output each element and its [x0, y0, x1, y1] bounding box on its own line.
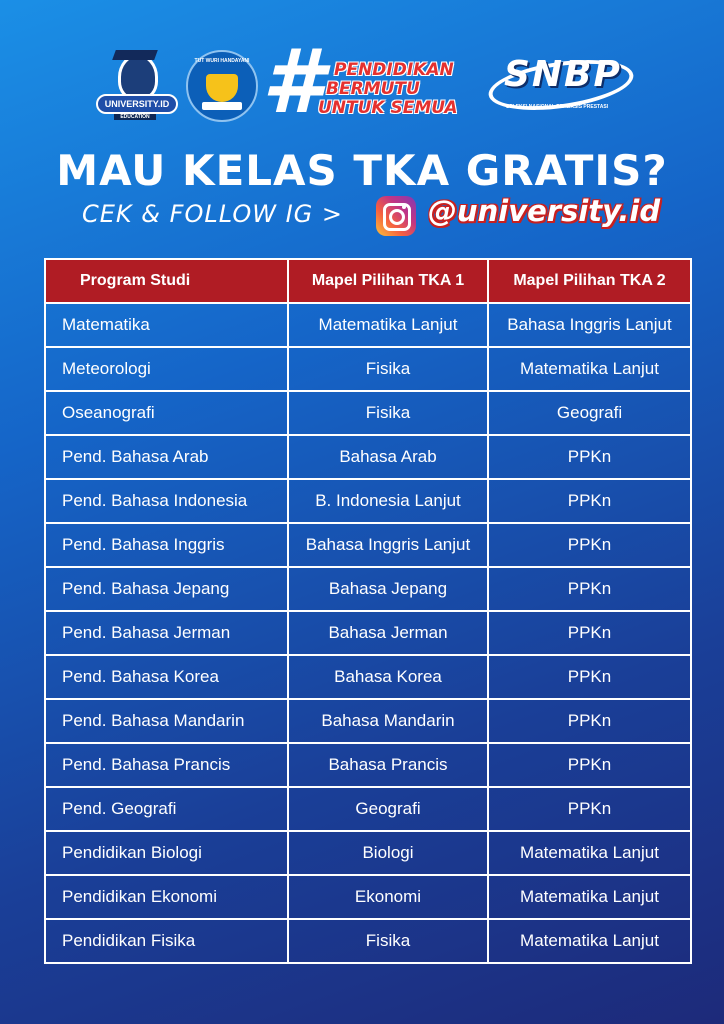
- cell-program-studi: Matematika: [45, 303, 288, 347]
- cell-mapel-2: PPKn: [488, 567, 691, 611]
- tut-wuri-text: TUT WURI HANDAYANI: [194, 58, 250, 64]
- table-row: [45, 743, 691, 787]
- table-row: [45, 699, 691, 743]
- snbp-logo: [488, 54, 630, 116]
- cell-mapel-1: Matematika Lanjut: [288, 303, 488, 347]
- follow-text: CEK & FOLLOW IG >: [82, 200, 343, 228]
- cell-mapel-1: Fisika: [288, 391, 488, 435]
- cell-mapel-2: PPKn: [488, 743, 691, 787]
- hashtag-line-2: BERMUTU: [326, 79, 420, 99]
- instagram-icon[interactable]: [376, 196, 416, 236]
- table-row: [45, 567, 691, 611]
- instagram-handle-link[interactable]: @university.id: [428, 194, 661, 228]
- table-row: [45, 391, 691, 435]
- cell-program-studi: Pend. Bahasa Inggris: [45, 523, 288, 567]
- cell-mapel-2: PPKn: [488, 523, 691, 567]
- cell-mapel-2: PPKn: [488, 435, 691, 479]
- cell-mapel-1: Bahasa Arab: [288, 435, 488, 479]
- table-row: [45, 347, 691, 391]
- hashtag-line-1: PENDIDIKAN: [334, 60, 454, 80]
- hashtag-symbol: #: [262, 30, 324, 133]
- cell-program-studi: Pend. Geografi: [45, 787, 288, 831]
- instagram-lens-shape: [389, 209, 405, 225]
- table-row: [45, 875, 691, 919]
- cell-mapel-1: Fisika: [288, 919, 488, 963]
- table-header-row: [45, 259, 691, 303]
- pendidikan-bermutu-logo: [262, 30, 488, 133]
- table-row: [45, 787, 691, 831]
- table-row: [45, 479, 691, 523]
- table-row: [45, 435, 691, 479]
- cell-program-studi: Pend. Bahasa Korea: [45, 655, 288, 699]
- emblem-icon: [206, 74, 238, 102]
- cell-mapel-2: Bahasa Inggris Lanjut: [488, 303, 691, 347]
- cell-program-studi: Meteorologi: [45, 347, 288, 391]
- table-row: [45, 831, 691, 875]
- book-icon: [202, 102, 242, 110]
- cell-mapel-2: PPKn: [488, 611, 691, 655]
- cell-mapel-1: Bahasa Prancis: [288, 743, 488, 787]
- cell-mapel-1: Ekonomi: [288, 875, 488, 919]
- university-logo-sub: EDUCATION: [114, 114, 156, 120]
- cell-program-studi: Pendidikan Fisika: [45, 919, 288, 963]
- cell-program-studi: Pend. Bahasa Prancis: [45, 743, 288, 787]
- header-program-studi: Program Studi: [45, 259, 288, 303]
- headline: MAU KELAS TKA GRATIS?: [56, 146, 668, 195]
- cell-program-studi: Pend. Bahasa Jerman: [45, 611, 288, 655]
- cell-program-studi: Oseanografi: [45, 391, 288, 435]
- cell-program-studi: Pend. Bahasa Jepang: [45, 567, 288, 611]
- cell-program-studi: Pendidikan Ekonomi: [45, 875, 288, 919]
- cell-mapel-1: Bahasa Jepang: [288, 567, 488, 611]
- table-row: [45, 655, 691, 699]
- cell-program-studi: Pend. Bahasa Indonesia: [45, 479, 288, 523]
- cell-mapel-2: Matematika Lanjut: [488, 347, 691, 391]
- table-row: [45, 919, 691, 963]
- cell-mapel-2: Matematika Lanjut: [488, 919, 691, 963]
- table-row: [45, 523, 691, 567]
- cell-program-studi: Pend. Bahasa Arab: [45, 435, 288, 479]
- cell-mapel-1: Geografi: [288, 787, 488, 831]
- table-row: [45, 303, 691, 347]
- cell-mapel-2: PPKn: [488, 479, 691, 523]
- snbp-tagline: SELEKSI NASIONAL BERBASIS PRESTASI: [506, 104, 609, 110]
- cell-program-studi: Pend. Bahasa Mandarin: [45, 699, 288, 743]
- hashtag-line-3: UNTUK SEMUA: [318, 98, 458, 118]
- logo-bar: [0, 30, 724, 133]
- cell-mapel-1: Bahasa Mandarin: [288, 699, 488, 743]
- cell-mapel-1: B. Indonesia Lanjut: [288, 479, 488, 523]
- graduation-cap-icon: [112, 50, 158, 60]
- cell-mapel-1: Bahasa Korea: [288, 655, 488, 699]
- instagram-dot-shape: [402, 205, 406, 209]
- cell-mapel-2: Matematika Lanjut: [488, 875, 691, 919]
- follow-instagram-row: [0, 192, 724, 240]
- subject-table: [44, 258, 692, 964]
- header-mapel-2: Mapel Pilihan TKA 2: [488, 259, 691, 303]
- cell-mapel-1: Fisika: [288, 347, 488, 391]
- university-logo-text: UNIVERSITY.ID: [96, 94, 178, 114]
- cell-mapel-1: Bahasa Inggris Lanjut: [288, 523, 488, 567]
- cell-program-studi: Pendidikan Biologi: [45, 831, 288, 875]
- tut-wuri-handayani-logo: [186, 50, 258, 122]
- header-mapel-1: Mapel Pilihan TKA 1: [288, 259, 488, 303]
- cell-mapel-2: Geografi: [488, 391, 691, 435]
- university-id-logo: [96, 50, 174, 122]
- cell-mapel-2: PPKn: [488, 787, 691, 831]
- cell-mapel-1: Bahasa Jerman: [288, 611, 488, 655]
- table-row: [45, 611, 691, 655]
- cell-mapel-2: PPKn: [488, 699, 691, 743]
- cell-mapel-2: Matematika Lanjut: [488, 831, 691, 875]
- cell-mapel-2: PPKn: [488, 655, 691, 699]
- cell-mapel-1: Biologi: [288, 831, 488, 875]
- snbp-wordmark: SNBP: [504, 54, 622, 95]
